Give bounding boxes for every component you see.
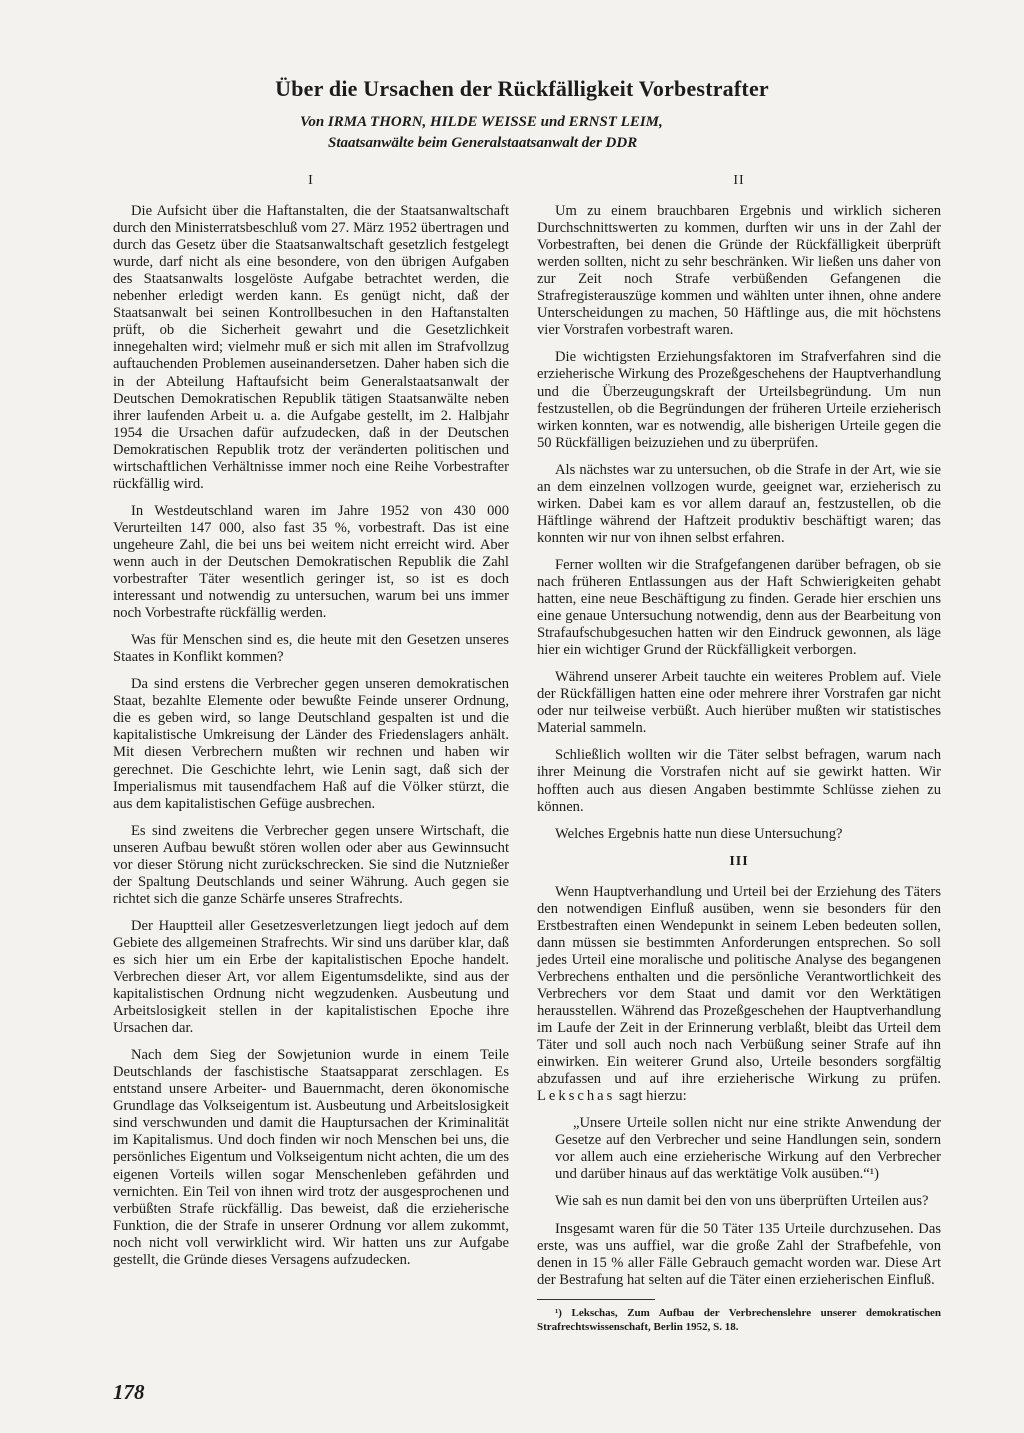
paragraph: Ferner wollten wir die Strafgefangenen darüber befragen, ob sie nach früheren Entlassungen aus der Haft Schwierigkeiten gehabt hatten, eine neue Beschäftigung zu finden. Gerade hier erschien uns eine genaue Untersuchung notwendig, denn aus der Bearbeitung von Strafaufschubgesuchen hatten wir den Eindruck gewonnen, als läge hier ein wichtiger Grund der Rückfälligkeit verborgen. xyxy=(537,556,941,659)
affiliation-line: Staatsanwälte beim Generalstaatsanwalt der DDR xyxy=(328,135,638,151)
paragraph: Schließlich wollten wir die Täter selbst befragen, warum nach ihrer Meinung die Vorstrafen nicht auf sie gewirkt hatten. Wir hofften auch aus diesen Angaben bestimmte Schlüsse ziehen zu können. xyxy=(537,747,941,815)
left-column xyxy=(113,172,509,1279)
right-column xyxy=(537,172,941,1344)
paragraph-text: sagt hierzu: xyxy=(618,1088,687,1105)
paragraph: Da sind erstens die Verbrecher gegen unseren demokratischen Staat, bezahlte Elemente oder bewußte Feinde unserer Ordnung, die es geben wird, so lange Deutschland gespalten ist und die kapitalistische Umkreisung der Länder des Friedenslagers anhält. Mit diesen Verbrechern mußten wir rechnen und haben wir gerechnet. Die Geschichte lehrt, wie Lenin sagt, daß sich der Imperialismus mit tausendfachem Haß auf die Völker stürzt, die aus dem kapitalistischen Gefüge ausbrechen. xyxy=(113,676,509,812)
paragraph xyxy=(537,884,941,1106)
footnote-rule xyxy=(537,1299,655,1300)
paragraph-text: Wenn Hauptverhandlung und Urteil bei der Erziehung des Täters den notwendigen Einfluß ausüben, wenn sie besonders für den Erstbestraften einen Wendepunkt in seinem Leben bedeuten sollen, dann müssen sie bestimmten Anforderungen entsprechen. So soll jedes Urteil eine moralische und politische Analyse des begangenen Verbrechens enthalten und die persönliche Verantwortlichkeit des Verbrechers vor dem Staat und damit vor den Werktätigen herausstellen. Während das Prozeßgeschehen der Hauptverhandlung im Laufe der Zeit in der Erinnerung verblaßt, bleibt das Urteil dem Täter und soll auch noch nach Verbüßung seiner Strafe auf ihn einwirken. Ein weiterer Grund also, Urteile besonders sorgfältig abzufassen und auf ihre erzieherische Wirkung zu prüfen. xyxy=(537,883,941,1088)
authors-line: Von IRMA THORN, HILDE WEISSE und ERNST LEIM, xyxy=(300,114,663,130)
paragraph: Die wichtigsten Erziehungsfaktoren im Strafverfahren sind die erzieherische Wirkung des Prozeßgeschehens der Hauptverhandlung und die Überzeugungskraft der Urteilsbegründung. Um nun festzustellen, ob die Begründungen der früheren Urteile erzieherisch wirken konnten, war es notwendig, alle bisherigen Urteile gegen die 50 Rückfälligen beizuziehen und zu überprüfen. xyxy=(537,349,941,451)
paragraph: Um zu einem brauchbaren Ergebnis und wirklich sicheren Durchschnittswerten zu kommen, durften wir uns in der Zahl der Vorbestraften, bei denen die Gründe der Rückfälligkeit überprüft werden sollten, nicht zu sehr beschränken. Wir ließen uns daher von zur Zeit noch Strafe verbüßenden Gefangenen die Strafregisterauszüge kommen und wählten unter ihnen, ohne andere Unterscheidungen zu machen, 50 Häftlinge aus, die mit höchstens vier Vorstrafen vorbestraft waren. xyxy=(537,203,941,339)
section-heading-1: I xyxy=(308,173,314,188)
paragraph: Als nächstes war zu untersuchen, ob die Strafe in der Art, wie sie an dem einzelnen vollzogen wurde, geeignet war, erzieherisch zu wirken. Dabei kam es vor allem darauf an, festzustellen, ob die Häftlinge während der Haftzeit produktiv beschäftigt waren; das konnten wir nur von ihnen selbst erfahren. xyxy=(537,461,941,546)
page-number: 178 xyxy=(113,1380,145,1404)
footnote: ¹) Lekschas, Zum Aufbau der Verbrechenslehre unserer demokratischen Strafrechtswissenschaft, Berlin 1952, S. 18. xyxy=(537,1306,941,1333)
byline xyxy=(300,112,800,154)
paragraph: Nach dem Sieg der Sowjetunion wurde in einem Teile Deutschlands der faschistische Staatsapparat zerschlagen. Es entstand unsere Arbeiter- und Bauernmacht, deren ökonomische Grundlage das Volkseigentum ist. Ausbeutung und Arbeitslosigkeit sind verschwunden und damit die Hauptursachen der Kriminalität im Kapitalismus. Und doch finden wir noch Menschen bei uns, die persönliches Eigentum und Volkseigentum nicht achten, die um des eigenen Vorteils willen sogar Menschenleben gefährden und vernichten. Ein Teil von ihnen wird trotz der ausgesprochenen und verbüßten Strafe rückfällig. Das beweist, daß die erzieherische Funktion, die der Strafe in unserer Ordnung vor allem zukommt, noch nicht voll verwirklicht wird. Wir hatten uns zur Aufgabe gestellt, die Gründe dieses Versagens aufzudecken. xyxy=(113,1047,509,1268)
block-quote: „Unsere Urteile sollen nicht nur eine strikte Anwendung der Gesetze auf den Verbrecher und seine Handlungen sein, sondern vor allem auch eine erzieherische Wirkung auf den Verbrecher und darüber hinaus auf das werktätige Volk ausüben.“¹) xyxy=(555,1115,941,1183)
section-heading-3: III xyxy=(729,853,749,869)
paragraph: Es sind zweitens die Verbrecher gegen unsere Wirtschaft, die unseren Aufbau bewußt stören wollen oder aber aus Gewinnsucht vor dieser Störung nicht zurückschrecken. Sie sind die Nutznießer der Spaltung Deutschlands und seiner Währung. Auch gegen sie richtet sich die ganze Schärfe unseres Strafrechts. xyxy=(113,822,509,907)
paragraph: Wie sah es nun damit bei den von uns überprüften Urteilen aus? xyxy=(555,1193,929,1210)
section-heading-2: II xyxy=(733,173,745,188)
paragraph: Die Aufsicht über die Haftanstalten, die der Staatsanwaltschaft durch den Ministerratsbeschluß vom 27. März 1952 übertragen und durch das Gesetz über die Staatsanwaltschaft gesetzlich festgelegt wurde, darf nicht als eine besondere, von den übrigen Aufgaben des Staatsanwalts losgelöste Aufgabe betrachtet werden, die nebenher erledigt werden kann. Es genügt nicht, daß der Staatsanwalt bei seinen Kontrollbesuchen in den Haftanstalten prüft, ob die Sicherheit gewahrt und die Gesetzlichkeit innegehalten wird; vielmehr muß er sich mit allen im Strafvollzug auftauchenden Problemen auseinandersetzen. Daher haben sich die in der Abteilung Haftaufsicht beim Generalstaatsanwalt der Deutschen Demokratischen Republik tätigen Staatsanwälte neben ihrer laufenden Arbeit u. a. die Aufgabe gestellt, im 2. Halbjahr 1954 die Ursachen dafür aufzudecken, daß in der Deutschen Demokratischen Republik trotz der veränderten politischen und wirtschaftlichen Verhältnisse immer noch eine Reihe Vorbestrafter rückfällig wird. xyxy=(113,203,509,492)
paragraph: Insgesamt waren für die 50 Täter 135 Urteile durchzusehen. Das erste, was uns auffiel, war die große Zahl der Strafbefehle, von denen in 15 % aller Fälle Gebrauch gemacht worden war. Diese Art der Bestrafung hat selten auf die Täter einen erzieherischen Einfluß. xyxy=(537,1220,941,1288)
paragraph: Was für Menschen sind es, die heute mit den Gesetzen unseres Staates in Konflikt kommen? xyxy=(113,632,509,666)
paragraph: Während unserer Arbeit tauchte ein weiteres Problem auf. Viele der Rückfälligen hatten eine oder mehrere ihrer Vorstrafen gar nicht oder nur teilweise verbüßt. Auch hierüber mußten wir statistisches Material sammeln. xyxy=(537,669,941,737)
cited-author: Lekschas xyxy=(537,1088,616,1105)
paragraph: Der Hauptteil aller Gesetzesverletzungen liegt jedoch auf dem Gebiete des allgemeinen Strafrechts. Wir sind uns darüber klar, daß es sich hier um ein Erbe der kapitalistischen Epoche handelt. Verbrechen dieser Art, vor allem Eigentumsdelikte, sind aus der kapitalistischen Ordnung nicht wegzudenken. Ausbeutung und Arbeitslosigkeit stellen in der kapitalistischen Epoche ihre Ursachen dar. xyxy=(113,917,509,1037)
paragraph: In Westdeutschland waren im Jahre 1952 von 430 000 Verurteilten 147 000, also fast 35 %, vorbestraft. Das ist eine ungeheure Zahl, die bei uns bei weitem nicht erreicht wird. Aber wenn auch in der Deutschen Demokratischen Republik die Zahl vorbestrafter Täter wesentlich geringer ist, so ist es doch interessant und notwendig zu untersuchen, warum bei uns immer noch Vorbestrafte rückfällig werden. xyxy=(113,502,509,622)
article-title: Über die Ursachen der Rückfälligkeit Vorbestrafter xyxy=(275,76,769,101)
paragraph: Welches Ergebnis hatte nun diese Untersuchung? xyxy=(555,825,843,842)
